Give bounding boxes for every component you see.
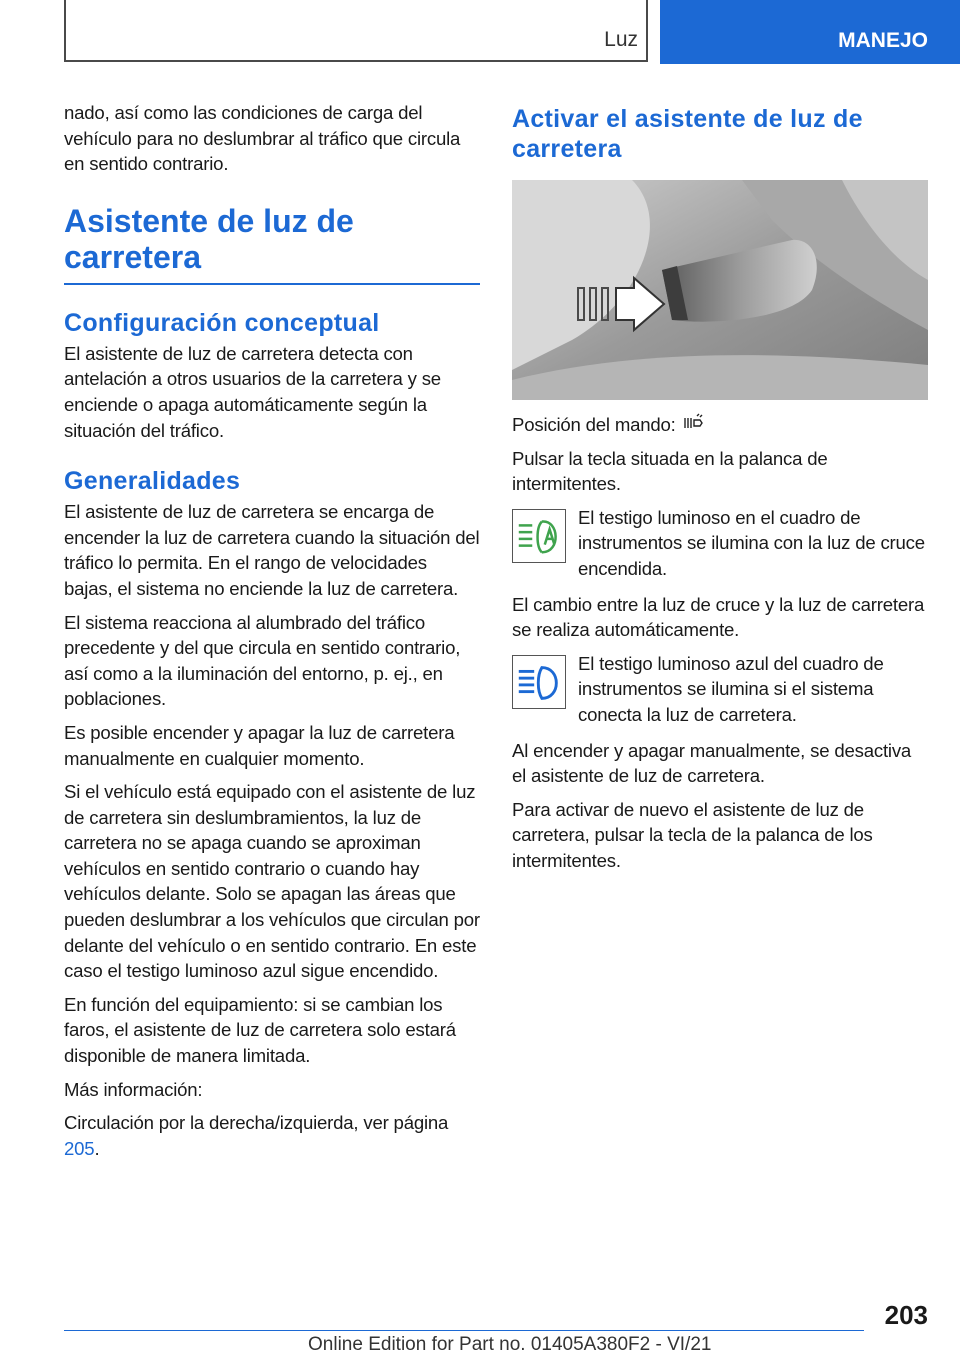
right-column	[512, 104, 928, 882]
paragraph-concept: El asistente de luz de carretera detecta con antelación a otros usuarios de la carretera y se enciende o apaga automáticamente según la situación del tráfico.	[64, 342, 441, 441]
chapter-tab[interactable]: MANEJO	[660, 0, 960, 64]
subheading-concept: Configuración conceptual	[64, 308, 380, 337]
indicator-green-row	[512, 505, 928, 582]
high-beam-assist-green-icon	[512, 509, 566, 563]
paragraph-continuation: nado, así como las condiciones de carga del vehículo para no deslumbrar al tráfico que circula en sentido contrario.	[64, 102, 461, 175]
paragraph-general-3: Es posible encender y apagar la luz de carretera manualmente en cualquier momento.	[64, 721, 455, 769]
paragraph-general-1: El asistente de luz de carretera se encarga de encender la luz de carretera cuando la situación del tráfico lo permita. En el rango de velocidades bajas, el sistema no enciende la luz de carretera.	[64, 501, 480, 599]
position-text: Posición del mando:	[512, 414, 676, 435]
page-number: 203	[884, 1300, 928, 1330]
reference-end: .	[94, 1137, 100, 1159]
footer-divider	[64, 1330, 864, 1331]
section-heading: Asistente de luz de carretera	[64, 203, 480, 285]
reference-text: Circulación por la derecha/izquierda, ver página	[64, 1112, 449, 1134]
lever-button-icon	[682, 412, 704, 434]
paragraph-manual: Al encender y apagar manualmente, se desactiva el asistente de luz de carretera.	[512, 739, 912, 787]
paragraph-switch: El cambio entre la luz de cruce y la luz de carretera se realiza automáticamente.	[512, 593, 925, 641]
subheading-activate: Activar el asistente de luz de carretera	[512, 105, 863, 163]
paragraph-general-5: En función del equipamiento: si se cambian los faros, el asistente de luz de carretera solo estará disponible de manera limitada.	[64, 993, 456, 1067]
paragraph-reactivate: Para activar de nuevo el asistente de luz de carretera, pulsar la tecla de la palanca de los intermitentes.	[512, 798, 873, 871]
paragraph-reference	[64, 1110, 480, 1161]
header-section-title: Luz	[604, 28, 638, 51]
paragraph-general-4: Si el vehículo está equipado con el asistente de luz de carretera sin deslumbramientos, la luz de carretera no se apaga cuando se aproximan vehículos en sentido contrario o cuando hay vehículos delante. Solo se apagan las áreas que pueden deslumbrar a los vehículos que circulan por delante del vehículo o en sentido contrario. En este caso el testigo luminoso azul sigue encendido.	[64, 781, 480, 982]
paragraph-blue-indicator: El testigo luminoso azul del cuadro de instrumentos se ilumina si el sistema conecta la luz de carretera.	[578, 652, 884, 725]
paragraph-more-info: Más información:	[64, 1078, 203, 1100]
subheading-general: Generalidades	[64, 467, 241, 496]
page-link[interactable]: 205	[64, 1137, 95, 1159]
paragraph-general-2: El sistema reacciona al alumbrado del tráfico precedente y del que circula en sentido contrario, así como a la iluminación del entorno, p. ej., en poblaciones.	[64, 611, 461, 710]
high-beam-blue-icon	[512, 655, 566, 709]
paragraph-press: Pulsar la tecla situada en la palanca de intermitentes.	[512, 447, 828, 495]
indicator-blue-row	[512, 651, 928, 728]
paragraph-green-indicator: El testigo luminoso en el cuadro de instrumentos se ilumina con la luz de cruce encendida.	[578, 506, 925, 579]
footer-edition: Online Edition for Part no. 01405A380F2 - VI/21	[308, 1334, 712, 1355]
turn-signal-lever-photo	[512, 180, 928, 400]
paragraph-position	[512, 412, 928, 438]
left-column	[64, 100, 480, 1169]
